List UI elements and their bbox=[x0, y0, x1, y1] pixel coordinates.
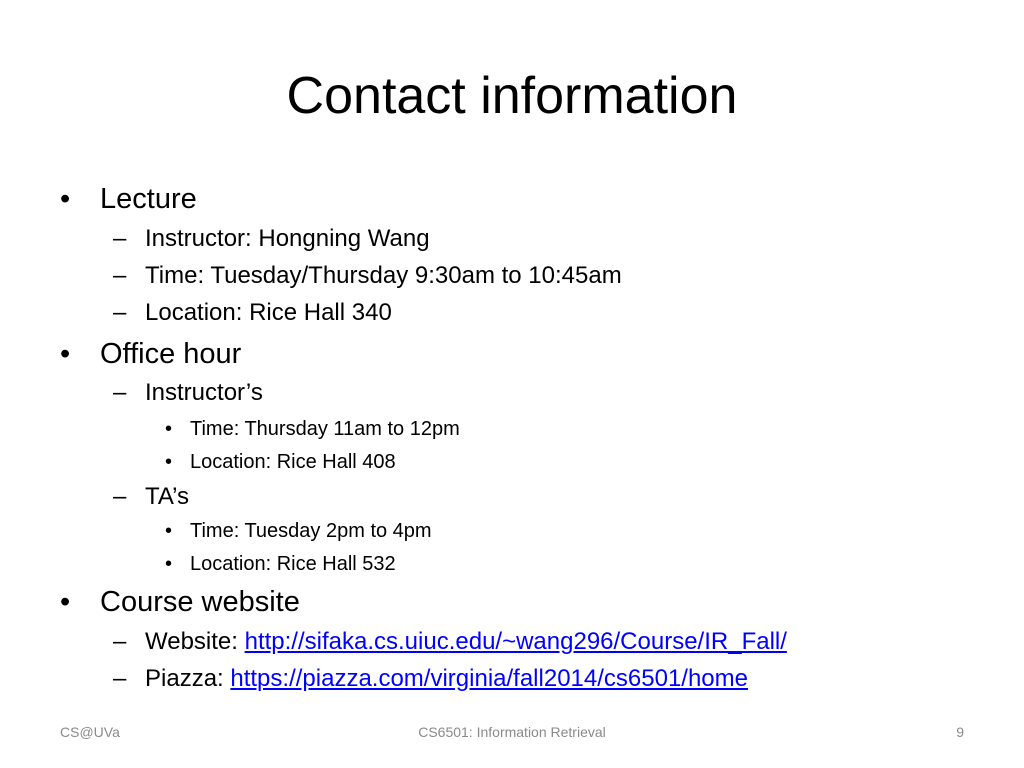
slide-title: Contact information bbox=[286, 67, 738, 125]
footer-page-number: 9 bbox=[956, 724, 964, 740]
subitem-ta-office bbox=[113, 482, 190, 512]
bullet-label-office-hour: Office hour bbox=[100, 338, 242, 370]
subsubitem-ta-time bbox=[165, 518, 432, 544]
website-link[interactable]: http://sifaka.cs.uiuc.edu/~wang296/Course/IR_Fall/ bbox=[244, 628, 787, 655]
subitem-website bbox=[113, 627, 787, 657]
bullet-office-hour bbox=[60, 336, 242, 372]
dash-marker: – bbox=[113, 225, 127, 252]
lecture-time-text: Time: Tuesday/Thursday 9:30am to 10:45am bbox=[145, 262, 622, 289]
bullet-marker: • bbox=[60, 183, 71, 215]
subitem-lecture-time bbox=[113, 261, 622, 291]
bullet-marker: • bbox=[165, 451, 173, 473]
ta-office-location-text: Location: Rice Hall 532 bbox=[190, 553, 396, 575]
bullet-marker: • bbox=[165, 418, 173, 440]
instructor-office-time-text: Time: Thursday 11am to 12pm bbox=[190, 418, 460, 440]
subitem-piazza bbox=[113, 664, 748, 694]
footer-course-title: CS6501: Information Retrieval bbox=[418, 724, 606, 740]
piazza-link[interactable]: https://piazza.com/virginia/fall2014/cs6501/home bbox=[230, 665, 748, 692]
footer-left-text: CS@UVa bbox=[60, 724, 120, 740]
instructor-office-label: Instructor’s bbox=[145, 379, 263, 406]
subsubitem-ta-location bbox=[165, 551, 396, 577]
bullet-marker: • bbox=[165, 553, 173, 575]
dash-marker: – bbox=[113, 628, 127, 655]
dash-marker: – bbox=[113, 665, 127, 692]
subsubitem-instructor-location bbox=[165, 449, 396, 475]
lecture-location-text: Location: Rice Hall 340 bbox=[145, 299, 392, 326]
ta-office-label: TA’s bbox=[145, 483, 190, 510]
bullet-course-website bbox=[60, 584, 300, 620]
subitem-instructor-office bbox=[113, 378, 263, 408]
subitem-lecture-location bbox=[113, 298, 392, 328]
bullet-lecture bbox=[60, 181, 197, 217]
dash-marker: – bbox=[113, 262, 127, 289]
bullet-label-course-website: Course website bbox=[100, 586, 300, 618]
dash-marker: – bbox=[113, 483, 127, 510]
dash-marker: – bbox=[113, 379, 127, 406]
website-prefix: Website: bbox=[145, 628, 245, 655]
subitem-lecture-instructor bbox=[113, 224, 430, 254]
dash-marker: – bbox=[113, 299, 127, 326]
ta-office-time-text: Time: Tuesday 2pm to 4pm bbox=[190, 520, 432, 542]
bullet-marker: • bbox=[60, 338, 71, 370]
bullet-label-lecture: Lecture bbox=[100, 183, 197, 215]
bullet-marker: • bbox=[60, 586, 71, 618]
subsubitem-instructor-time bbox=[165, 416, 460, 442]
lecture-instructor-text: Instructor: Hongning Wang bbox=[145, 225, 430, 252]
instructor-office-location-text: Location: Rice Hall 408 bbox=[190, 451, 396, 473]
bullet-marker: • bbox=[165, 520, 173, 542]
piazza-prefix: Piazza: bbox=[145, 665, 231, 692]
